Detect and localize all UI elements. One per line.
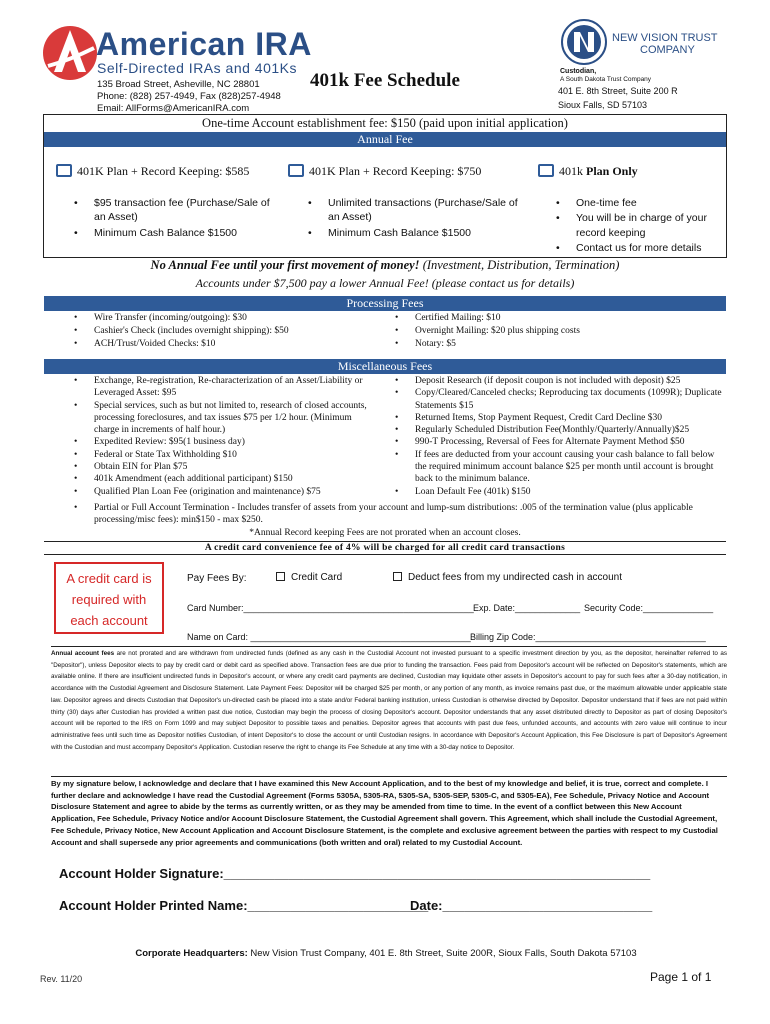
lower-fee-note: Accounts under $7,500 pay a lower Annual Fee! (please contact us for details) (195, 276, 575, 290)
corporate-hq (40, 948, 732, 959)
list-item: • Minimum Cash Balance $1500 (306, 226, 528, 240)
list-item: • $95 transaction fee (Purchase/Sale of an Asset) (72, 196, 282, 224)
plan-option-585[interactable] (56, 164, 249, 179)
establishment-fee: One-time Account establishment fee: $150 (paid upon initial application) (202, 116, 568, 130)
terms-lead: Annual account fees (51, 650, 115, 657)
pay-fees-by-label: Pay Fees By: (187, 573, 247, 584)
checkbox-icon[interactable] (393, 572, 402, 581)
trust-name-line1: NEW VISION TRUST (612, 32, 718, 44)
signature-line[interactable]: Account Holder Signature:___________________________________________________________ (59, 866, 651, 881)
misc-right (393, 375, 725, 498)
list-item: • Regularly Scheduled Distribution Fee(Monthly/Quarterly/Annually)$25 (393, 424, 725, 436)
plan-only-features (554, 196, 724, 256)
processing-left (72, 312, 392, 351)
checkbox-icon[interactable] (288, 164, 304, 177)
misc-fees-header: Miscellaneous Fees (44, 359, 726, 374)
credit-card-callout (54, 562, 164, 634)
list-item: • Obtain EIN for Plan $75 (72, 461, 372, 473)
revision: Rev. 11/20 (40, 974, 83, 984)
checkbox-icon[interactable] (276, 572, 285, 581)
declaration-paragraph: By my signature below, I acknowledge and declare that I have examined this New Account Application, and to the best of my knowledge and belief, it is true, correct and complete. I further declare and acknowledge I have read the Custodial Agreement (Forms 5305A, 5305-RA, 5305-SA, 5305-SEP, 5305-C, and 5305-EA), Fee Schedule, Privacy Notice and Account Disclosure Statement and agree to abide by the terms as currently written, or as they may be amended from time to time. In the event of a conflict between this New Account Application, Fee Schedule, Privacy Notice and/or Account Disclosure Statement, the Custodial Agreement shall govern. This Agreement, which shall include the Custodial Agreement, Fee Schedule, Privacy Notice, New Account Application and Account Disclosure Statement, is the complete and exclusive agreement between the parties with respect to my Custodial Account and shall supersede any prior agreements and communications (both written and oral) related to my Custodial Account. (51, 776, 727, 848)
american-ira-logo (40, 24, 100, 82)
list-item: • Loan Default Fee (401k) $150 (393, 486, 725, 498)
new-vision-logo (560, 18, 608, 66)
terms-body: are not prorated and are withdrawn from undirected funds (defined as any cash in the Custodial Account not invested pursuant to a specific investment direction by you, as the depositor, hereinafter referred to as "Depositor"), unless Depositor elects to pay by credit card or debit card as specified above. Transaction fees are due prior to funding the transaction. Fees paid from Depositor's account will be reflected on Depositor's statements, which are available online. If there are insufficient undirected funds in Depositor's account, or where any credit card payments are declined, Custodian may liquidate other assets in Depositor's account to pay for such fees after a 30-day notification, in accordance with the Custodial Agreement and Disclosure Statement. Late Payment Fees: Depositor will be charged $25 per month, or any portion of any month, as invoice remains past due, or the maximum allowable under applicable state law. Depositor agrees and directs Custodian that Depositor's un-directed cash be placed into a state and/or Federal banking institution, unless Custodian is otherwise directed by Depositor. Depositor understand that if fees are not paid within thirty (30) days after Custodian has provided a written past due notice, Custodian may begin the process of closing Depositor's account. Depositor understands that any asset distributed directly to Depositor as part of closing Depositor's account will be reported to the IRS on Form 1099 and may subject Depositor to possible taxes and penalties. Depositor agrees that accounts with past due fees, unfunded accounts, and accounts with zero value will continue to incur administrative fees until such time as Depositor notifies Custodian, of intent Depositor's to close the account or until Custodian resigns. In accordance with Depositor's Account Application, this Fee Disclosure is part of Depositor's Agreement with the Custodian and must accompany Depositor's Application. Custodian reserve the right to change its Fee Schedule at any time with a 30-day notice to Depositor. (51, 650, 727, 751)
plan-option-only[interactable] (538, 164, 638, 179)
hq-label: Corporate Headquarters: (135, 948, 248, 959)
trust-street: 401 E. 8th Street, Suite 200 R (558, 86, 678, 96)
list-item: • One-time fee (554, 196, 724, 211)
pay-deduct-option[interactable] (393, 572, 622, 583)
hq-address: New Vision Trust Company, 401 E. 8th Street, Suite 200R, Sioux Falls, South Dakota 57103 (247, 948, 637, 959)
list-item: • Federal or State Tax Withholding $10 (72, 449, 372, 461)
company-phone: Phone: (828) 257-4949, Fax (828)257-4948 (97, 91, 281, 102)
card-number-field[interactable]: Card Number:______________________________________________ (187, 603, 474, 613)
plan-label-bold: Plan Only (586, 164, 638, 178)
list-item: • Wire Transfer (incoming/outgoing): $30 (72, 312, 392, 325)
company-address: 135 Broad Street, Asheville, NC 28801 (97, 79, 260, 90)
list-item: • Contact us for more details (554, 241, 724, 256)
processing-right (393, 312, 723, 351)
printed-name-line[interactable]: Account Holder Printed Name:_________________________ (59, 898, 429, 913)
list-item: • Exchange, Re-registration, Re-characterization of an Asset/Liability or Leveraged Asset: $95 (72, 375, 372, 400)
no-annual-fee-bold: No Annual Fee until your first movement of money! (150, 258, 420, 272)
pay-credit-card-option[interactable] (276, 572, 342, 583)
fee-terms-paragraph (51, 646, 727, 753)
billing-zip-field[interactable]: Billing Zip Code:__________________________________ (470, 632, 706, 642)
plan-750-features (306, 196, 528, 240)
trust-city: Sioux Falls, SD 57103 (558, 100, 648, 110)
list-item: • Partial or Full Account Termination - Includes transfer of assets from your account and lump-sum distributions: .005 of the termination value (plus applicable processing/misc fees): min$150 - max $250. (72, 502, 724, 527)
list-item: • Deposit Research (if deposit coupon is not included with deposit) $25 (393, 375, 725, 387)
security-code-field[interactable]: Security Code:______________ (584, 603, 714, 613)
plan-option-750[interactable] (288, 164, 481, 179)
exp-date-field[interactable]: Exp. Date:_____________ (473, 603, 581, 613)
custodian-label: Custodian, (560, 68, 597, 75)
custodian-subtitle: A South Dakota Trust Company (560, 76, 652, 83)
list-item: • Unlimited transactions (Purchase/Sale of an Asset) (306, 196, 528, 224)
list-item: • Copy/Cleared/Canceled checks; Reproducing tax documents (1099R); Duplicate Statements $15 (393, 387, 725, 412)
option-label: Credit Card (291, 572, 343, 583)
no-annual-fee-banner (44, 258, 726, 273)
list-item: • Notary: $5 (393, 338, 723, 351)
termination-fee (72, 502, 724, 527)
page-number: Page 1 of 1 (650, 970, 712, 984)
plan-585-features (72, 196, 282, 240)
option-label: Deduct fees from my undirected cash in account (408, 572, 622, 583)
list-item: • Returned Items, Stop Payment Request, Credit Card Decline $30 (393, 412, 725, 424)
misc-left (72, 375, 372, 498)
brand-tagline: Self-Directed IRAs and 401Ks (97, 60, 297, 76)
company-email: Email: AllForms@AmericanIRA.com (97, 103, 250, 114)
callout-text: A credit card is required with each account (66, 571, 152, 628)
list-item: • Special services, such as but not limited to, research of closed accounts, processing foreclosures, and tax issues $75 per 1/2 hour. (Minimum charge in increments of half hour.) (72, 400, 372, 437)
list-item: • Cashier's Check (includes overnight shipping): $50 (72, 325, 392, 338)
trust-name-line2: COMPANY (640, 44, 695, 56)
list-item: • You will be in charge of your record keeping (554, 211, 724, 241)
date-line[interactable]: Date:_____________________________ (410, 898, 653, 913)
page-title: 401k Fee Schedule (310, 70, 460, 91)
list-item: • Qualified Plan Loan Fee (origination and maintenance) $75 (72, 486, 372, 498)
cc-fee-notice: A credit card convenience fee of 4% will be charged for all credit card transactions (44, 541, 726, 555)
checkbox-icon[interactable] (538, 164, 554, 177)
list-item: • If fees are deducted from your account causing your cash balance to fall below the required minimum account balance $25 per month until account is brought back to the minimum balance. (393, 449, 725, 486)
plan-label: 401K Plan + Record Keeping: $585 (77, 164, 250, 178)
list-item: • Minimum Cash Balance $1500 (72, 226, 282, 240)
plan-label: 401k (559, 164, 586, 178)
list-item: • 990-T Processing, Reversal of Fees for Alternate Payment Method $50 (393, 436, 725, 448)
list-item: • Certified Mailing: $10 (393, 312, 723, 325)
list-item: • Expedited Review: $95(1 business day) (72, 436, 372, 448)
list-item: • Overnight Mailing: $20 plus shipping costs (393, 325, 723, 338)
name-on-card-field[interactable]: Name on Card: ____________________________________________ (187, 632, 471, 642)
no-annual-fee-rest: (Investment, Distribution, Termination) (419, 258, 620, 272)
checkbox-icon[interactable] (56, 164, 72, 177)
processing-fees-header: Processing Fees (44, 296, 726, 311)
brand-name: American IRA (96, 26, 312, 62)
record-keeping-note: *Annual Record keeping Fees are not prorated when an account closes. (249, 528, 521, 538)
plan-label: 401K Plan + Record Keeping: $750 (309, 164, 482, 178)
annual-fee-header: Annual Fee (44, 132, 726, 147)
list-item: • 401k Amendment (each additional participant) $150 (72, 473, 372, 485)
list-item: • ACH/Trust/Voided Checks: $10 (72, 338, 392, 351)
